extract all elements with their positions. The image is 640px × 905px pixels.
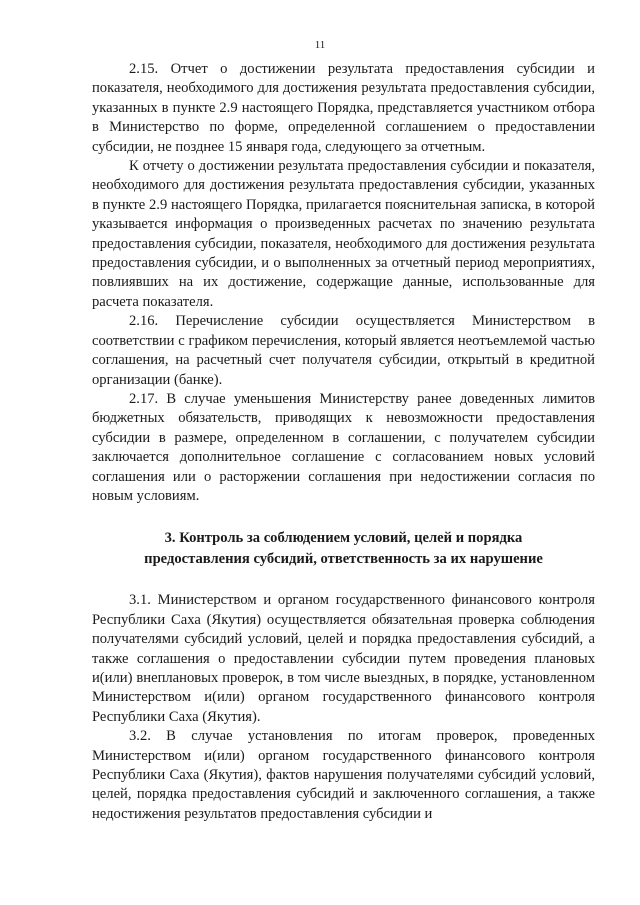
section-3-heading bbox=[92, 528, 595, 570]
page-number: 11 bbox=[314, 39, 326, 51]
paragraph-3-1: 3.1. Министерством и органом государственного финансового контроля Республики Саха (Якутия) осуществляется обязательная проверка соблюдения получателями субсидий условий, целей и порядка предоставления субсидий, а также соглашения о предоставлении субсидии путем проведения плановых и(или) внеплановых проверок, в том числе выездных, в порядке, установленном Министерством и(или) органом государственного финансового контроля Республики Саха (Якутия). bbox=[92, 592, 595, 725]
paragraph-3-2: 3.2. В случае установления по итогам проверок, проведенных Министерством и(или) органом государственного финансового контроля Республики Саха (Якутия), фактов нарушения получателями субсидий условий, целей, порядка предоставления субсидий и заключенного соглашения, а также недостижения результатов предоставления субсидии и bbox=[92, 728, 595, 822]
section-3-heading-line-1: 3. Контроль за соблюдением условий, целей и порядка bbox=[164, 530, 523, 547]
paragraph-2-16: 2.16. Перечисление субсидии осуществляется Министерством в соответствии с графиком перечисления, который является неотъемлемой частью соглашения, на расчетный счет получателя субсидии, открытый в кредитной организации (банке). bbox=[92, 313, 595, 388]
paragraph-2-15-report-note: К отчету о достижении результата предоставления субсидии и показателя, необходимого для достижения результата предоставления субсидии, указанных в пункте 2.9 настоящего Порядка, прилагается пояснительная записка, в которой указывается информация о произведенных расчетах по значению результата предоставления субсидии, показателя, необходимого для достижения результата предоставления субсидии, и о выполненных за отчетный период мероприятиях, повлиявших на их достижение, содержащие данные, использованные для расчета показателя. bbox=[92, 158, 595, 310]
paragraph-2-17: 2.17. В случае уменьшения Министерству ранее доведенных лимитов бюджетных обязательств, приводящих к невозможности предоставления субсидии в размере, определенном в соглашении, с получателем субсидии заключается дополнительное соглашение с согласованием новых условий соглашения или о расторжении соглашения при недостижении согласия по новым условиям. bbox=[92, 390, 595, 504]
document-body bbox=[92, 60, 595, 824]
section-3-heading-line-2: предоставления субсидий, ответственность за их нарушение bbox=[144, 551, 543, 568]
paragraph-2-15: 2.15. Отчет о достижении результата предоставления субсидии и показателя, необходимого для достижения результата предоставления субсидии, указанных в пункте 2.9 настоящего Порядка, представляется участником отбора в Министерство по форме, определенной соглашением о предоставлении субсидии, не позднее 15 января года, следующего за отчетным. bbox=[92, 61, 595, 155]
